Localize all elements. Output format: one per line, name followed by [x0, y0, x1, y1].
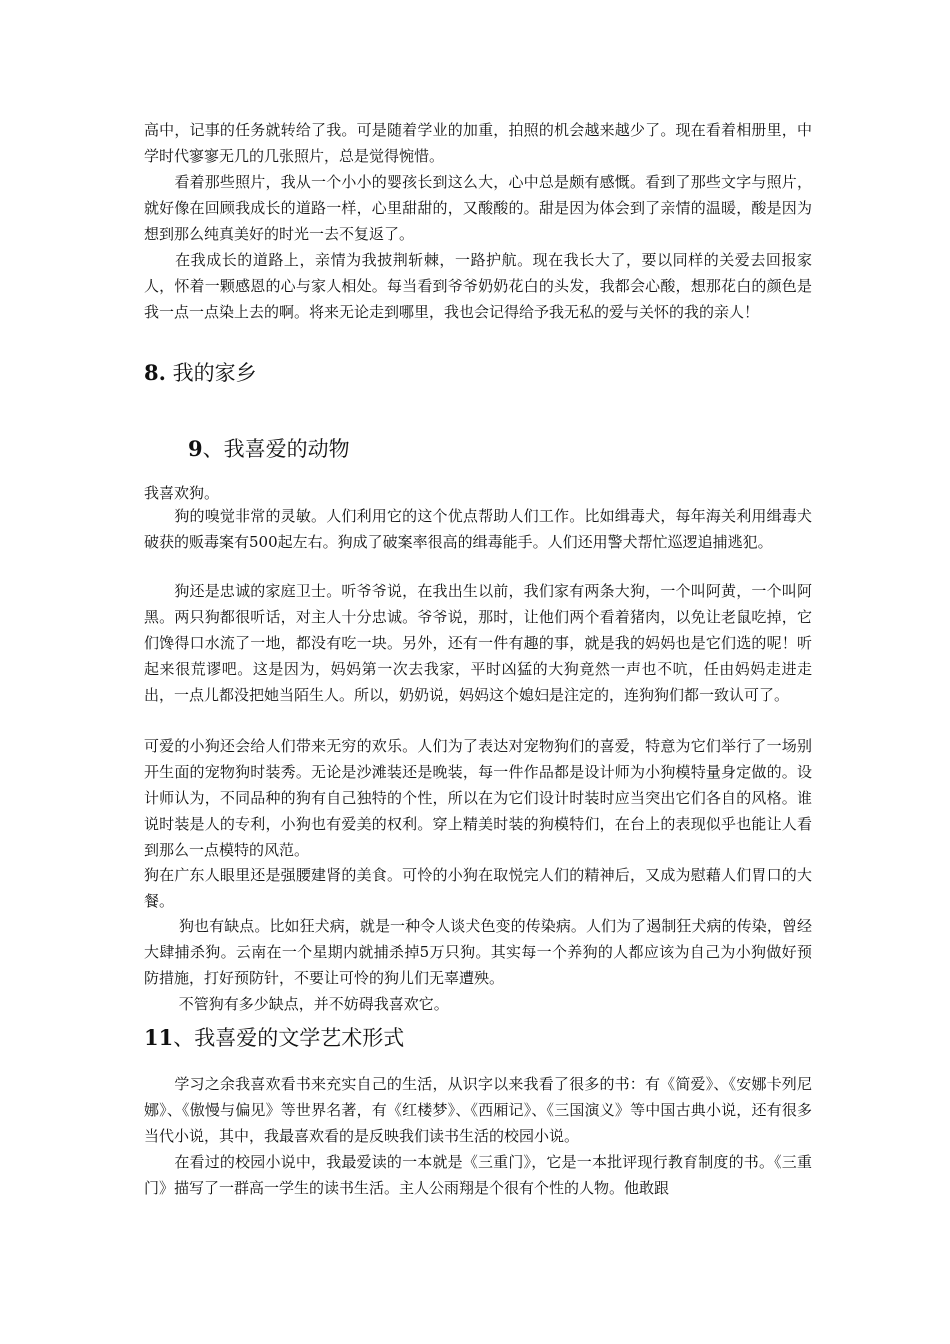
paragraph: 狗在广东人眼里还是强腰建肾的美食。可怜的小狗在取悦完人们的精神后，又成为慰藉人们胃口的大餐。 [144, 866, 812, 910]
section-heading-11 [144, 1022, 404, 1054]
paragraph: 看着那些照片，我从一个小小的婴孩长到这么大，心中总是颇有感慨。看到了那些文字与照片，就好像在回顾我成长的道路一样，心里甜甜的，又酸酸的。甜是因为体会到了亲情的温暖，酸是因为想到那么纯真美好的时光一去不复返了。 [144, 173, 812, 243]
section-heading-9 [188, 433, 350, 465]
paragraph: 高中，记事的任务就转给了我。可是随着学业的加重，拍照的机会越来越少了。现在看着相册里，中学时代寥寥无几的几张照片，总是觉得惋惜。 [144, 121, 812, 165]
paragraph: 在看过的校园小说中，我最爱读的一本就是《三重门》，它是一本批评现行教育制度的书。《三重门》描写了一群高一学生的读书生活。主人公雨翔是个很有个性的人物。他敢跟 [144, 1153, 812, 1197]
heading-text: 我的家乡 [165, 361, 257, 385]
paragraph: 狗的嗅觉非常的灵敏。人们利用它的这个优点帮助人们工作。比如缉毒犬，每年海关利用缉毒犬破获的贩毒案有500起左右。狗成了破案率很高的缉毒能手。人们还用警犬帮忙巡逻追捕逃犯。 [144, 507, 812, 551]
paragraph: 我喜欢狗。 [144, 484, 220, 502]
section-heading-8 [144, 357, 257, 389]
paragraph: 狗还是忠诚的家庭卫士。听爷爷说，在我出生以前，我们家有两条大狗，一个叫阿黄，一个叫阿黑。两只狗都很听话，对主人十分忠诚。爷爷说，那时，让他们两个看着猪肉，以免让老鼠吃掉，它们馋得口水流了一地，都没有吃一块。另外，还有一件有趣的事，就是我的妈妈也是它们选的呢！听起来很荒谬吧。这是因为，妈妈第一次去我家，平时凶猛的大狗竟然一声也不吭，任由妈妈走进走出，一点儿都没把她当陌生人。所以，奶奶说，妈妈这个媳妇是注定的，连狗狗们都一致认可了。 [144, 582, 812, 704]
heading-text: 、我喜爱的动物 [202, 437, 350, 461]
heading-number: 8. [144, 360, 166, 385]
paragraph: 在我成长的道路上，亲情为我披荆斩棘，一路护航。现在我长大了，要以同样的关爱去回报家人，怀着一颗感恩的心与家人相处。每当看到爷爷奶奶花白的头发，我都会心酸，想那花白的颜色是我一点一点染上去的啊。将来无论走到哪里，我也会记得给予我无私的爱与关怀的我的亲人！ [144, 251, 812, 321]
paragraph: 狗也有缺点。比如狂犬病，就是一种令人谈犬色变的传染病。人们为了遏制狂犬病的传染，曾经大肆捕杀狗。云南在一个星期内就捕杀掉5万只狗。其实每一个养狗的人都应该为自己为小狗做好预防措施，打好预防针，不要让可怜的狗儿们无辜遭殃。 [144, 917, 812, 987]
heading-text: 、我喜爱的文学艺术形式 [173, 1026, 405, 1050]
paragraph: 学习之余我喜欢看书来充实自己的生活，从识字以来我看了很多的书：有《简爱》、《安娜卡列尼娜》、《傲慢与偏见》等世界名著，有《红楼梦》、《西厢记》、《三国演义》等中国古典小说，还有很多当代小说，其中，我最喜欢看的是反映我们读书生活的校园小说。 [144, 1075, 812, 1145]
heading-number: 11 [144, 1025, 174, 1050]
paragraph: 不管狗有多少缺点，并不妨碍我喜欢它。 [144, 995, 449, 1013]
heading-number: 9 [188, 436, 203, 461]
paragraph: 可爱的小狗还会给人们带来无穷的欢乐。人们为了表达对宠物狗们的喜爱，特意为它们举行了一场别开生面的宠物狗时装秀。无论是沙滩装还是晚装，每一件作品都是设计师为小狗模特量身定做的。设计师认为，不同品种的狗有自己独特的个性，所以在为它们设计时装时应当突出它们各自的风格。谁说时装是人的专利，小狗也有爱美的权利。穿上精美时装的狗模特们，在台上的表现似乎也能让人看到那么一点模特的风范。 [144, 737, 812, 859]
